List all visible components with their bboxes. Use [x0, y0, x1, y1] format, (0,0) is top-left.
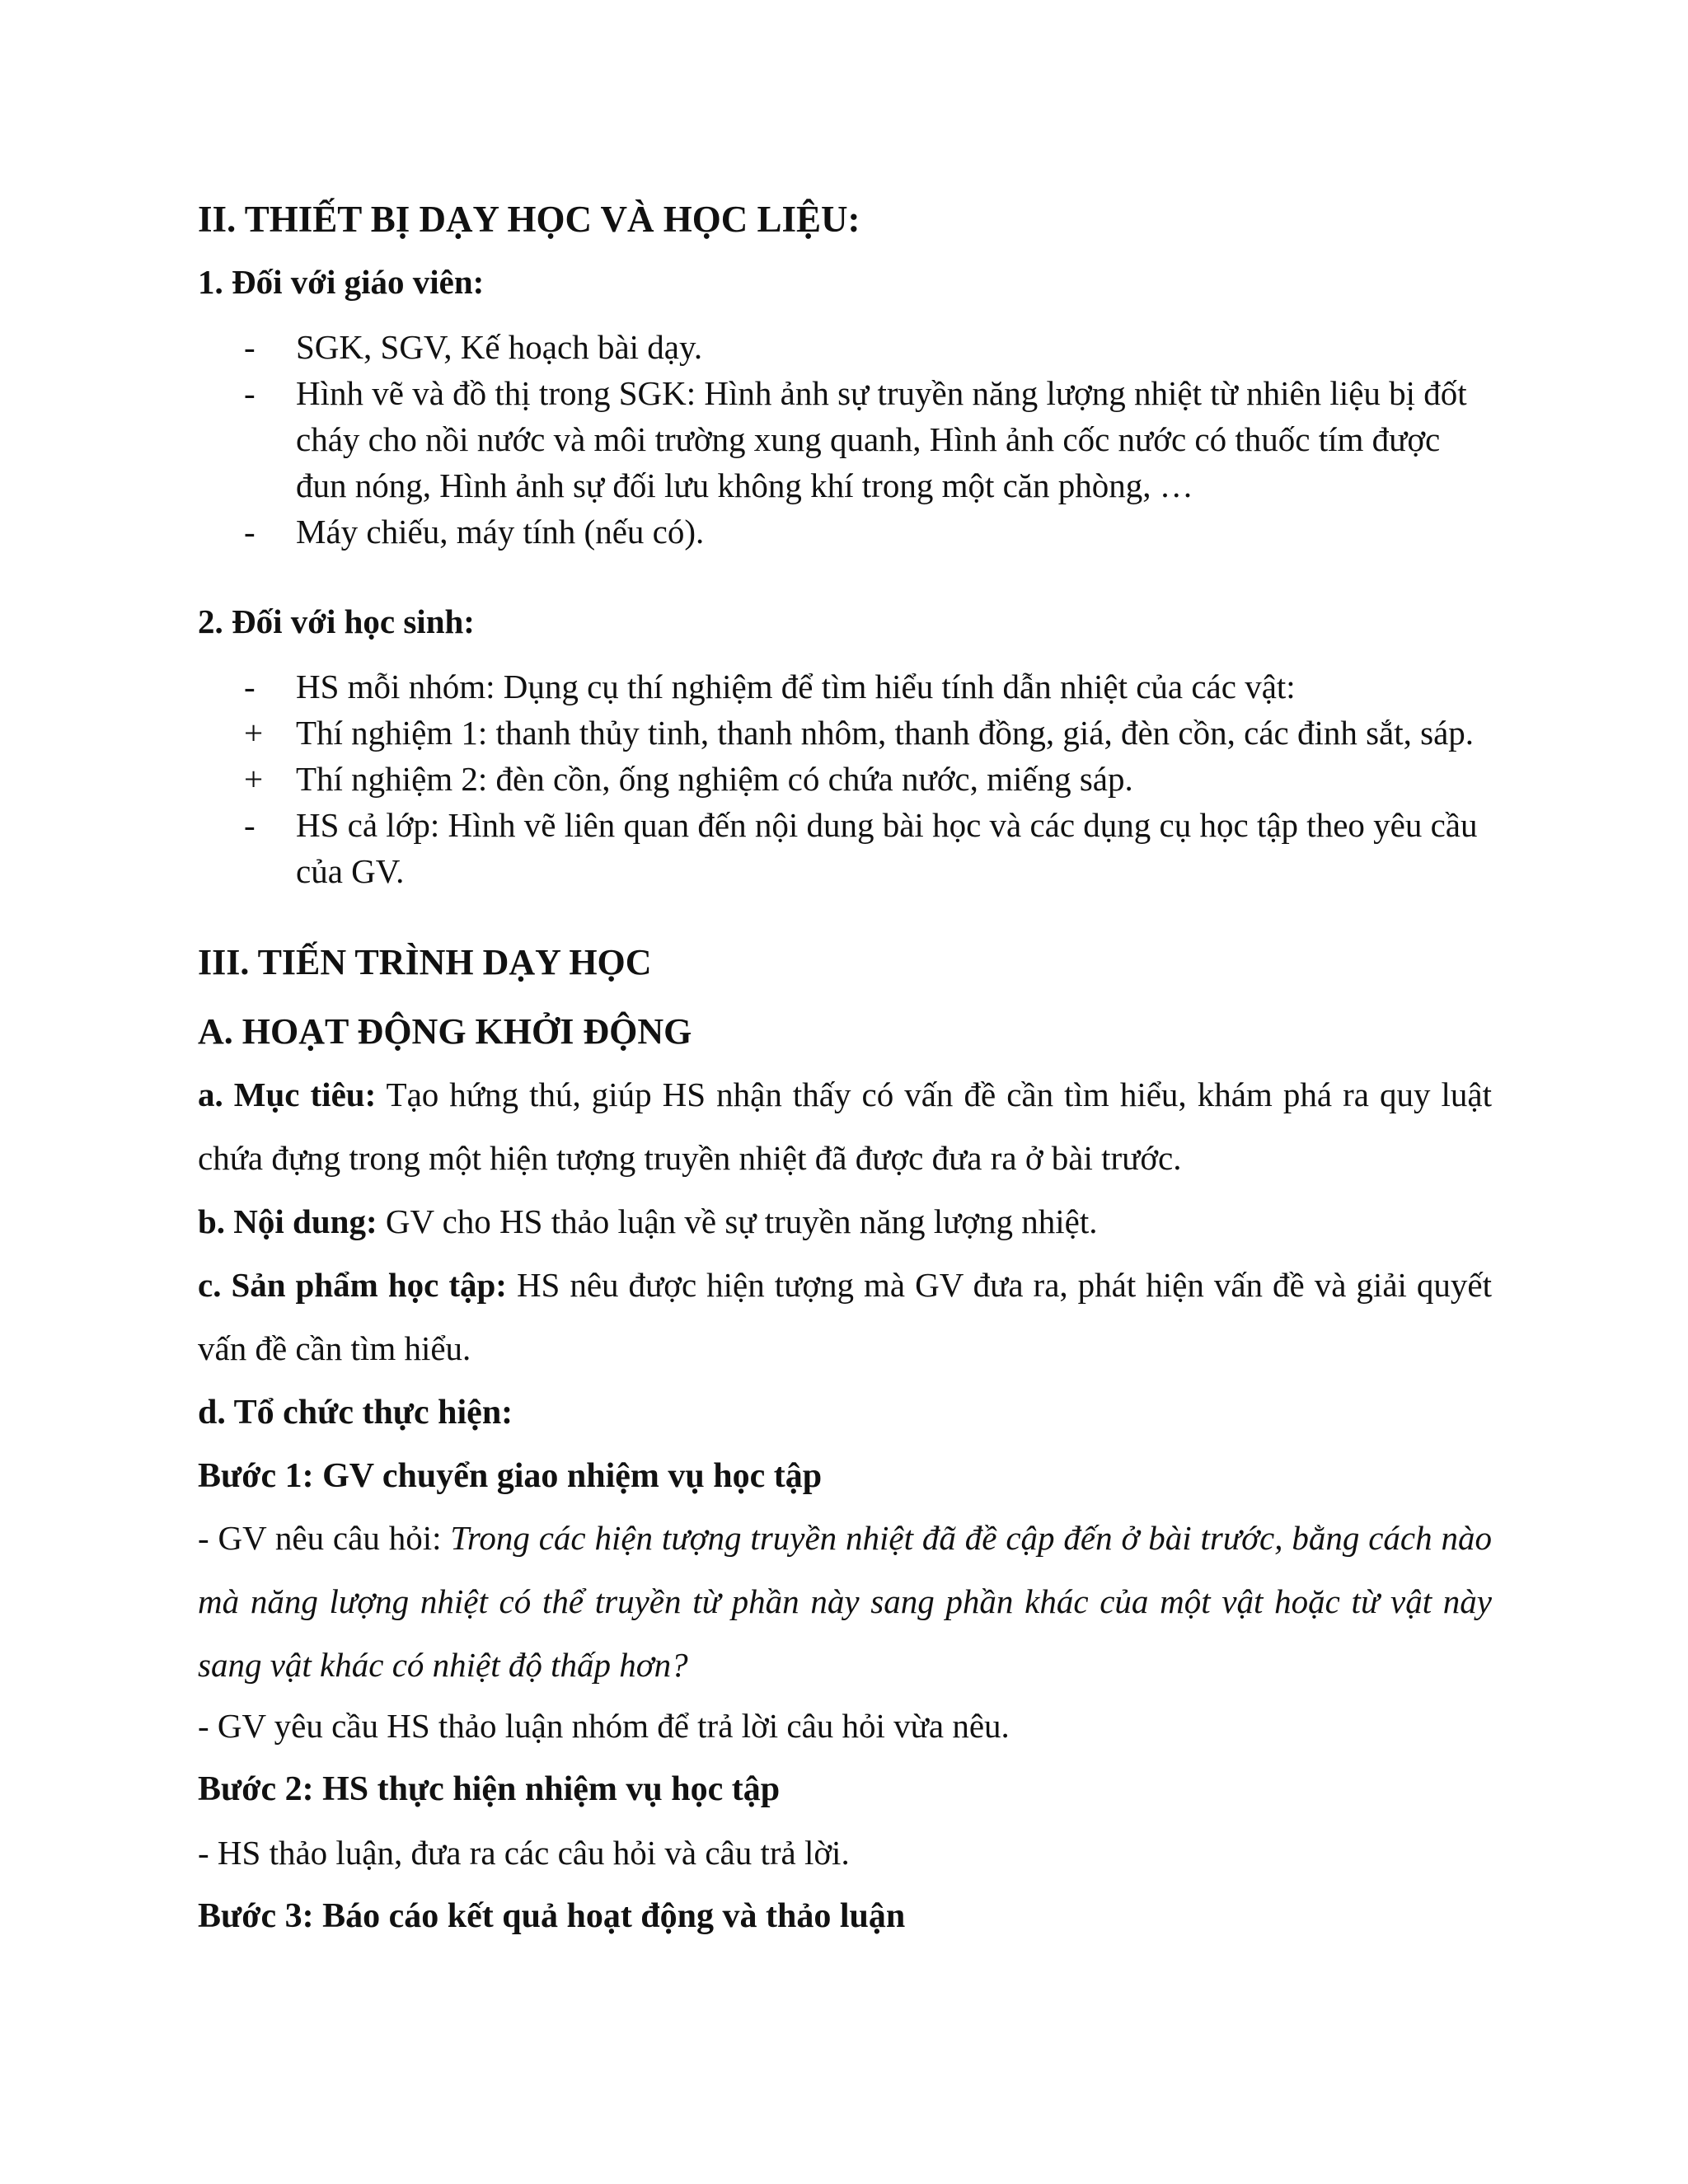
step-1-title: Bước 1: GV chuyển giao nhiệm vụ học tập: [198, 1457, 823, 1495]
list-marker: -: [244, 806, 256, 844]
step-2-text: - HS thảo luận, đưa ra các câu hỏi và câu trả lời.: [198, 1834, 850, 1872]
step-1-question: - GV nêu câu hỏi: Trong các hiện tượng truyền nhiệt đã đề cập đến ở bài trước, bằng cách nào mà năng lượng nhiệt có thể truyền từ phần này sang phần khác của một vật hoặc từ vật này sang vật khác có nhiệt độ thấp hơn?: [198, 1519, 1492, 1684]
list-item: - Máy chiếu, máy tính (nếu có).: [198, 509, 1492, 555]
list-marker: +: [244, 714, 264, 752]
teacher-subtitle: 1. Đối với giáo viên:: [198, 263, 485, 301]
list-item: + Thí nghiệm 2: đèn cồn, ống nghiệm có chứa nước, miếng sáp.: [198, 756, 1492, 802]
list-marker: +: [244, 760, 264, 798]
list-item: - HS mỗi nhóm: Dụng cụ thí nghiệm để tìm hiểu tính dẫn nhiệt của các vật:: [198, 663, 1492, 710]
section-2-title: II. THIẾT BỊ DẠY HỌC VÀ HỌC LIỆU:: [198, 199, 860, 240]
list-item: - SGK, SGV, Kế hoạch bài dạy.: [198, 324, 1492, 370]
list-marker: -: [244, 328, 256, 366]
teacher-equipment-list: [198, 324, 1492, 555]
product-paragraph: c. Sản phẩm học tập: HS nêu được hiện tượng mà GV đưa ra, phát hiện vấn đề và giải quyết vấn đề cần tìm hiểu.: [198, 1266, 1492, 1367]
student-subtitle: 2. Đối với học sinh:: [198, 602, 475, 640]
step-1-request: - GV yêu cầu HS thảo luận nhóm để trả lời câu hỏi vừa nêu.: [198, 1707, 1010, 1745]
section-3-title: III. TIẾN TRÌNH DẠY HỌC: [198, 942, 652, 982]
activity-a-title: A. HOẠT ĐỘNG KHỞI ĐỘNG: [198, 1011, 692, 1052]
step-1-question-text: Trong các hiện tượng truyền nhiệt đã đề cập đến ở bài trước, bằng cách nào mà năng lượng nhiệt có thể truyền từ phần này sang phần khác của một vật hoặc từ vật này sang vật khác có nhiệt độ thấp hơn?: [198, 1519, 1492, 1684]
list-marker: -: [244, 374, 256, 412]
content-label: b. Nội dung:: [198, 1202, 377, 1240]
list-item: - HS cả lớp: Hình vẽ liên quan đến nội dung bài học và các dụng cụ học tập theo yêu cầu của GV.: [198, 802, 1492, 894]
objective-paragraph: a. Mục tiêu: Tạo hứng thú, giúp HS nhận thấy có vấn đề cần tìm hiểu, khám phá ra quy luật chứa đựng trong một hiện tượng truyền nhiệt đã được đưa ra ở bài trước.: [198, 1076, 1492, 1177]
objective-label: a. Mục tiêu:: [198, 1076, 377, 1113]
organization-title: d. Tổ chức thực hiện:: [198, 1394, 513, 1432]
list-item: - Hình vẽ và đồ thị trong SGK: Hình ảnh sự truyền năng lượng nhiệt từ nhiên liệu bị đốt cháy cho nồi nước và môi trường xung quanh, Hình ảnh cốc nước có thuốc tím được đun nóng, Hình ảnh sự đối lưu không khí trong một căn phòng, …: [198, 370, 1492, 509]
student-equipment-list: [198, 663, 1492, 894]
content-paragraph: b. Nội dung: GV cho HS thảo luận về sự truyền năng lượng nhiệt.: [198, 1202, 1098, 1240]
step-3-title: Bước 3: Báo cáo kết quả hoạt động và thảo luận: [198, 1897, 906, 1935]
list-marker: -: [244, 513, 256, 551]
list-item: + Thí nghiệm 1: thanh thủy tinh, thanh nhôm, thanh đồng, giá, đèn cồn, các đinh sắt, sáp.: [198, 710, 1492, 756]
product-label: c. Sản phẩm học tập:: [198, 1266, 507, 1304]
list-marker: -: [244, 668, 256, 705]
step-2-title: Bước 2: HS thực hiện nhiệm vụ học tập: [198, 1770, 781, 1808]
